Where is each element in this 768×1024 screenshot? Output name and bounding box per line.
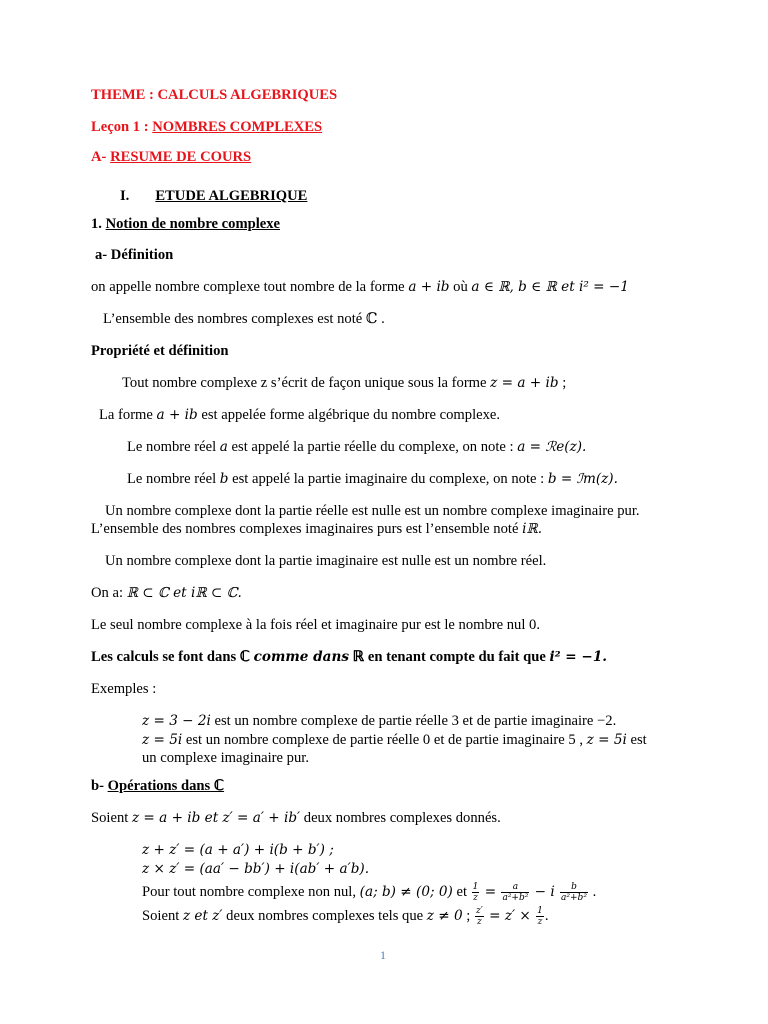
calculs-line [91, 648, 607, 666]
prop-line-7: Un nombre complexe dont la partie imaginaire est nulle est un nombre réel. [105, 553, 547, 569]
inverse-equals: = [480, 884, 501, 900]
example-2-math: z = 5i [142, 732, 183, 748]
example-2 [142, 731, 647, 749]
inverse-condition-math: (a; b) ≠ (0; 0) [359, 884, 453, 900]
prop-line-4 [127, 470, 618, 488]
lecon-title: NOMBRES COMPLEXES [152, 119, 323, 135]
fraction-one-over-z-2 [536, 906, 544, 927]
fraction-one-over-z [472, 882, 480, 903]
operation-product: z × z′ = (aa′ − bb′) + i(ab′ + a′b). [142, 861, 370, 877]
prop-line-8 [91, 584, 242, 602]
prop-line-1 [122, 374, 566, 392]
operation-inverse [142, 881, 596, 903]
sub1-title: Notion de nombre complexe [105, 216, 281, 232]
quotient-text-mid: deux nombres complexes tels que [222, 908, 427, 924]
example-1-math: z = 3 − 2i [142, 713, 211, 729]
inverse-minus-i: − i [530, 884, 560, 900]
inverse-text-et: et [452, 884, 471, 900]
operation-quotient [142, 905, 549, 927]
definition-text-ou: où [449, 279, 472, 295]
operations-title: Opérations dans ℂ [107, 778, 225, 794]
example-2-text: est un nombre complexe de partie réelle 0 et de partie imaginaire 5 , [182, 732, 587, 748]
quotient-equals: = z′ × [484, 908, 536, 924]
fraction-b-over-modulus [560, 882, 588, 903]
part1-num: I. [120, 188, 130, 204]
prop-line-4-var: b [219, 471, 229, 487]
fraction-denominator: z [473, 893, 478, 904]
lecon-prefix: Leçon 1 : [91, 119, 153, 135]
fraction-numerator: b [560, 882, 588, 893]
quotient-condition-math: z ≠ 0 [426, 908, 463, 924]
prop-line-6-math: iℝ. [522, 521, 543, 537]
prop-line-2 [99, 406, 500, 424]
prop-line-3-text: Le nombre réel [127, 439, 220, 455]
quotient-end: . [544, 908, 549, 924]
propriete-heading: Propriété et définition [91, 343, 229, 359]
definition-math-form: a + ib [408, 279, 450, 295]
exemples-label: Exemples : [91, 681, 157, 697]
sub1-num: 1. [91, 216, 106, 232]
theme-title: CALCULS ALGEBRIQUES [157, 87, 338, 103]
definition-math-conditions: a ∈ ℝ, b ∈ ℝ et i² = −1 [471, 279, 629, 295]
theme-prefix: THEME : [91, 87, 158, 103]
fraction-numerator: z′ [475, 906, 483, 917]
quotient-vars-math: z et z′ [182, 908, 223, 924]
example-2-math-2: z = 5i [586, 732, 627, 748]
fraction-a-over-modulus [501, 882, 529, 903]
prop-line-3-var: a [219, 439, 228, 455]
soient-math: z = a + ib et z′ = a′ + ib′ [131, 810, 301, 826]
soient-text: Soient [91, 810, 132, 826]
quotient-separator: ; [462, 908, 474, 924]
fraction-denominator: z [537, 917, 543, 928]
prop-line-6-text: L’ensemble des nombres complexes imaginaires purs est l’ensemble noté [91, 521, 523, 537]
example-2-text-end: est [626, 732, 647, 748]
prop-line-6 [91, 520, 542, 538]
prop-line-8-text: On a: [91, 585, 127, 601]
example-2-continuation: un complexe imaginaire pur. [142, 750, 309, 766]
soient-text-end: deux nombres complexes donnés. [300, 810, 501, 826]
section-a-prefix: A- [91, 149, 111, 165]
section-a-title: RESUME DE COURS [110, 149, 252, 165]
soient-line [91, 809, 501, 827]
inverse-end: . [588, 884, 597, 900]
inverse-text: Pour tout nombre complexe non nul, [142, 884, 360, 900]
prop-line-3 [127, 438, 586, 456]
quotient-text: Soient [142, 908, 183, 924]
operations-prefix: b- [91, 778, 108, 794]
prop-line-4-text-mid: est appelé la partie imaginaire du complexe, on note : [228, 471, 548, 487]
theme-heading [91, 86, 337, 104]
fraction-denominator: a²+b² [561, 893, 587, 904]
prop-line-3-math: a = ℛe(z). [517, 439, 587, 455]
prop-line-3-text-mid: est appelé la partie réelle du complexe, on note : [227, 439, 518, 455]
example-1-text: est un nombre complexe de partie réelle 3 et de partie imaginaire −2. [210, 713, 617, 729]
part1-title: ETUDE ALGEBRIQUE [155, 188, 308, 204]
definition-line [91, 278, 629, 296]
ensemble-line: L’ensemble des nombres complexes est noté ℂ . [103, 311, 385, 327]
fraction-denominator: z [477, 917, 482, 928]
prop-line-9: Le seul nombre complexe à la fois réel et imaginaire pur est le nombre nul 0. [91, 617, 541, 633]
fraction-zprime-over-z [475, 906, 484, 927]
calculs-math-comme-dans: comme dans [253, 649, 349, 665]
fraction-numerator: a [501, 882, 529, 893]
calculs-text: Les calculs se font dans ℂ [91, 649, 254, 665]
prop-line-4-text: Le nombre réel [127, 471, 220, 487]
part1-heading [120, 187, 307, 205]
prop-line-1-text: Tout nombre complexe z s’écrit de façon unique sous la forme [122, 375, 491, 391]
prop-line-1-end: ; [558, 375, 567, 391]
fraction-numerator: 1 [537, 906, 543, 917]
prop-line-5: Un nombre complexe dont la partie réelle est nulle est un nombre complexe imaginaire pur. [105, 503, 640, 519]
page-number: 1 [380, 948, 386, 962]
definition-heading: a- Définition [95, 247, 174, 263]
fraction-numerator: 1 [472, 882, 479, 893]
section-a-heading [91, 148, 251, 166]
definition-text: on appelle nombre complexe tout nombre de la forme [91, 279, 409, 295]
calculs-text-end: ℝ en tenant compte du fait que [348, 649, 550, 665]
operation-sum: z + z′ = (a + a′) + i(b + b′) ; [142, 842, 334, 858]
prop-line-2-text: La forme [99, 407, 157, 423]
operations-heading [91, 777, 224, 795]
lecon-heading [91, 118, 322, 136]
sub1-heading [91, 215, 280, 233]
prop-line-4-math: b = ℐm(z). [547, 471, 618, 487]
prop-line-1-math: z = a + ib [490, 375, 559, 391]
prop-line-8-math: ℝ ⊂ ℂ et iℝ ⊂ ℂ. [126, 585, 242, 601]
prop-line-2-text-end: est appelée forme algébrique du nombre complexe. [197, 407, 501, 423]
example-1 [142, 712, 616, 730]
prop-line-2-math: a + ib [156, 407, 198, 423]
calculs-math-i-squared: i² = −1. [549, 649, 608, 665]
fraction-denominator: a²+b² [502, 893, 529, 904]
